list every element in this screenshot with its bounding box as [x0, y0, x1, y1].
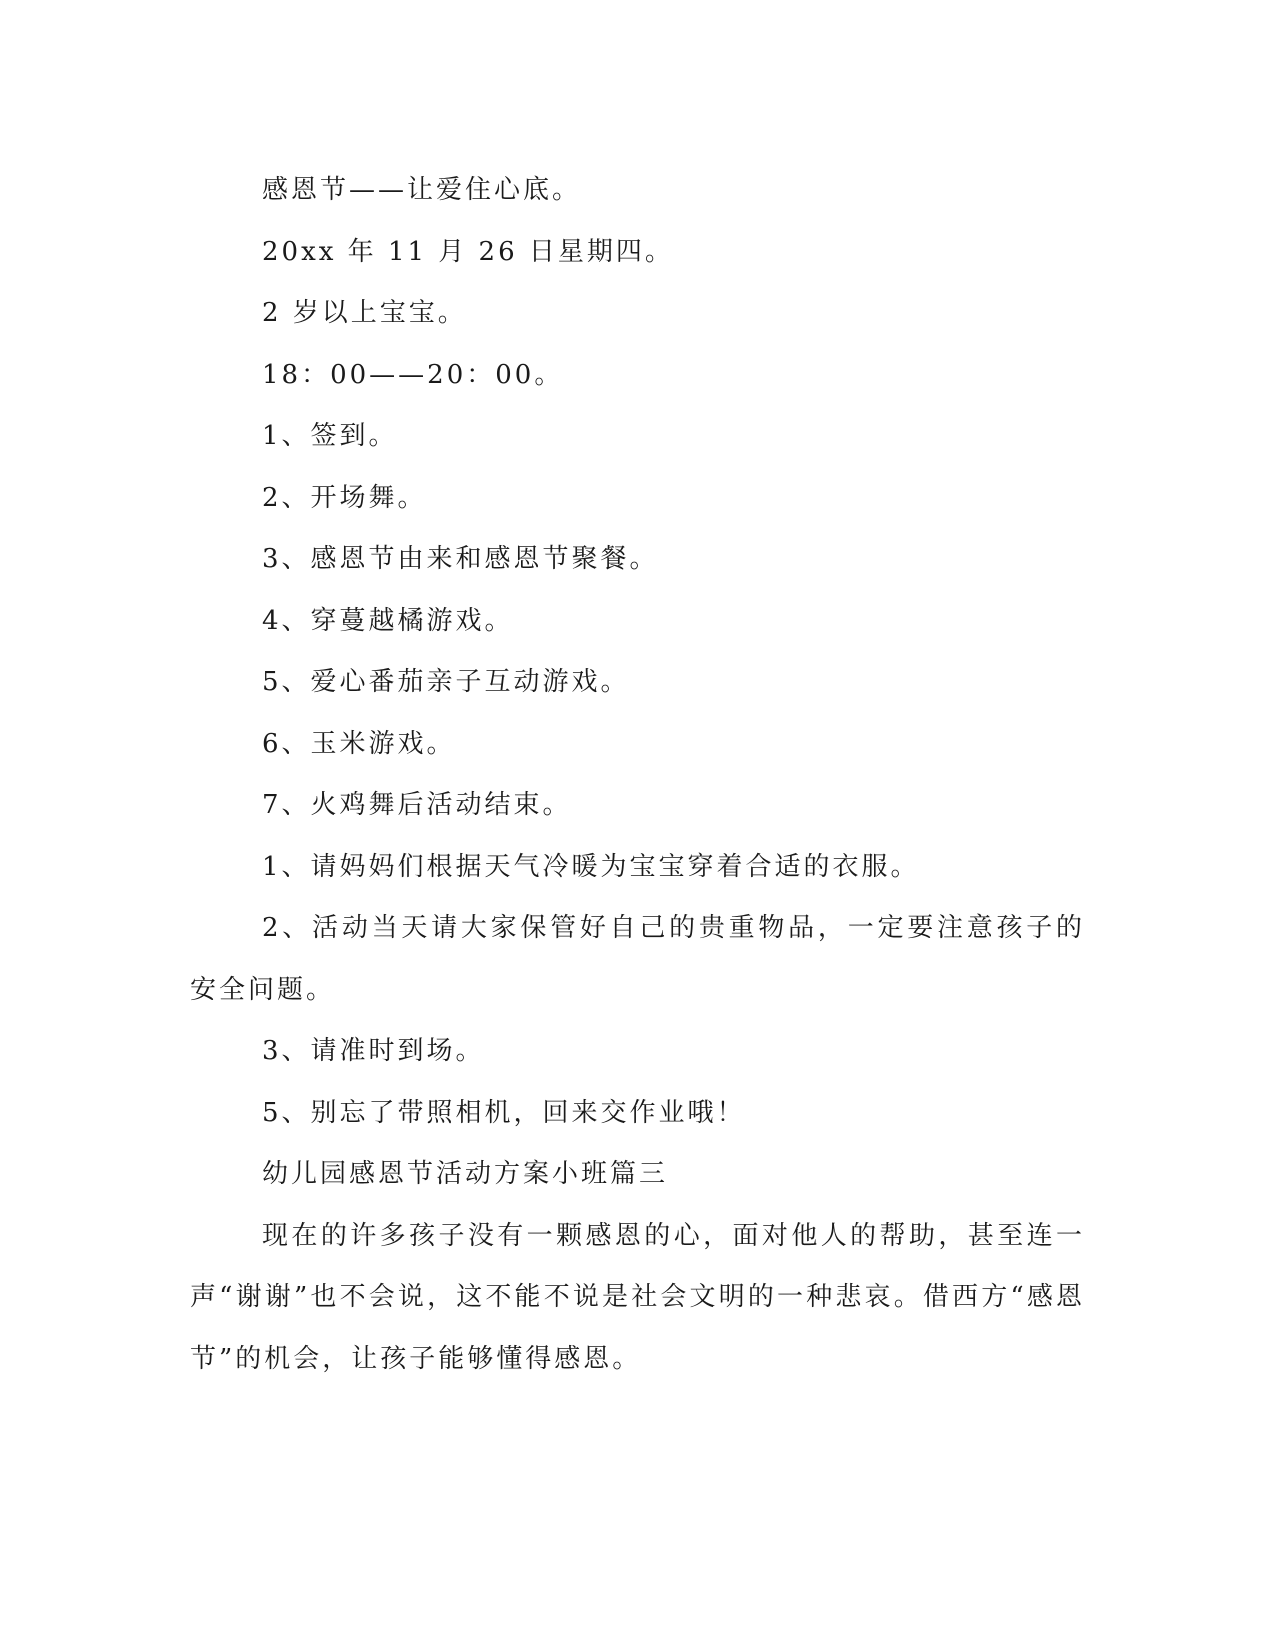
paragraph-note-3: 3、请准时到场。 [262, 1036, 485, 1066]
section-heading: 幼儿园感恩节活动方案小班篇三 [262, 1159, 669, 1189]
paragraph-step-3: 3、感恩节由来和感恩节聚餐。 [262, 544, 659, 574]
paragraph-note-2: 2、活动当天请大家保管好自己的贵重物品，一定要注意孩子的安全问题。 [190, 913, 1085, 1005]
paragraph-step-5: 5、爱心番茄亲子互动游戏。 [262, 667, 630, 697]
document-body [190, 160, 1085, 1390]
paragraph-step-2: 2、开场舞。 [262, 482, 427, 513]
paragraph-step-4: 4、穿蔓越橘游戏。 [262, 605, 514, 636]
paragraph-note-5: 5、别忘了带照相机，回来交作业哦！ [262, 1097, 746, 1128]
paragraph-step-6: 6、玉米游戏。 [262, 728, 456, 759]
paragraph-step-1: 1、签到。 [262, 421, 398, 451]
paragraph-note-1: 1、请妈妈们根据天气冷暖为宝宝穿着合适的衣服。 [262, 851, 920, 882]
paragraph-event-date: 20xx 年 11 月 26 日星期四。 [262, 236, 674, 267]
paragraph-event-title: 感恩节——让爱住心底。 [262, 175, 582, 205]
paragraph-step-7: 7、火鸡舞后活动结束。 [262, 790, 572, 820]
paragraph-intro: 现在的许多孩子没有一颗感恩的心，面对他人的帮助，甚至连一声“谢谢”也不会说，这不能不说是社会文明的一种悲哀。借西方“感恩节”的机会，让孩子能够懂得感恩。 [190, 1220, 1085, 1374]
paragraph-event-time: 18：00——20：00。 [262, 359, 564, 390]
paragraph-participants: 2 岁以上宝宝。 [262, 298, 467, 328]
